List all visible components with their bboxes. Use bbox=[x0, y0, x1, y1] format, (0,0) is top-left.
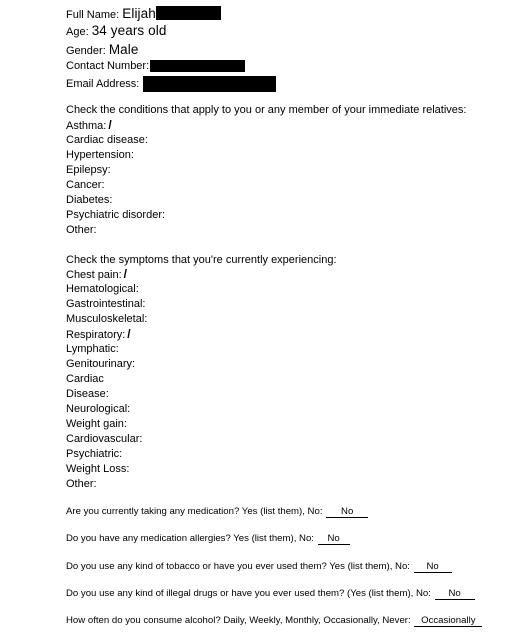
symptom-item bbox=[66, 268, 127, 282]
symptom-label: Gastrointestinal: bbox=[66, 298, 146, 310]
symptom-label: Weight Loss: bbox=[66, 463, 130, 475]
gender-row bbox=[66, 43, 138, 58]
conditions-prompt: Check the conditions that apply to you or any member of your immediate relatives: bbox=[66, 104, 467, 116]
question-text: Are you currently taking any medication? Yes (list them), No: bbox=[66, 506, 326, 517]
symptom-item bbox=[66, 298, 145, 311]
condition-label: Other: bbox=[66, 224, 97, 236]
full-name-label: Full Name: bbox=[66, 9, 120, 21]
condition-item bbox=[66, 134, 148, 147]
answer-field: No bbox=[435, 588, 475, 600]
condition-label: Psychiatric disorder: bbox=[66, 209, 166, 221]
question-drugs bbox=[66, 588, 475, 600]
symptoms-prompt: Check the symptoms that you're currently experiencing: bbox=[66, 254, 337, 266]
symptom-item bbox=[66, 403, 130, 416]
symptom-item bbox=[66, 313, 147, 326]
full-name-row bbox=[66, 6, 221, 22]
symptom-label: Chest pain: bbox=[66, 269, 122, 281]
symptom-label: Neurological: bbox=[66, 403, 131, 415]
contact-label: Contact Number: bbox=[66, 60, 150, 72]
symptom-item bbox=[66, 418, 127, 431]
symptom-label: Hematological: bbox=[66, 283, 139, 295]
symptom-label: Lymphatic: bbox=[66, 343, 119, 355]
check-mark: / bbox=[123, 267, 127, 281]
question-alcohol bbox=[66, 615, 482, 627]
check-mark: / bbox=[127, 327, 131, 341]
symptom-item bbox=[66, 448, 122, 461]
symptom-item bbox=[66, 433, 142, 446]
symptom-item bbox=[66, 478, 97, 491]
age-label: Age: bbox=[66, 26, 89, 38]
symptom-item bbox=[66, 358, 135, 371]
condition-item bbox=[66, 224, 97, 237]
question-text: Do you use any kind of illegal drugs or have you ever used them? (Yes (list them), No: bbox=[66, 588, 434, 599]
symptom-item bbox=[66, 388, 109, 401]
symptom-label: Genitourinary: bbox=[66, 358, 136, 370]
question-medication bbox=[66, 506, 368, 518]
answer-field: Occasionally bbox=[414, 615, 482, 627]
answer-field: No bbox=[318, 533, 350, 545]
gender-value: Male bbox=[108, 42, 139, 57]
question-text: How often do you consume alcohol? Daily, Weekly, Monthly, Occasionally, Never: bbox=[66, 615, 414, 626]
answer-field: No bbox=[414, 561, 452, 573]
symptom-label: Psychiatric: bbox=[66, 448, 123, 460]
age-row bbox=[66, 24, 166, 39]
symptom-item bbox=[66, 343, 119, 356]
symptom-item bbox=[66, 373, 104, 386]
redacted-surname bbox=[156, 6, 221, 20]
gender-label: Gender: bbox=[66, 45, 106, 57]
email-label: Email Address: bbox=[66, 78, 140, 90]
question-text: Do you have any medication allergies? Yes (list them), No: bbox=[66, 533, 317, 544]
condition-label: Asthma: bbox=[66, 120, 107, 132]
condition-item bbox=[66, 209, 165, 222]
email-row bbox=[66, 76, 276, 92]
symptom-label: Musculoskeletal: bbox=[66, 313, 148, 325]
symptom-label: Cardiac bbox=[66, 373, 104, 385]
symptom-label: Respiratory: bbox=[66, 329, 126, 341]
condition-label: Cancer: bbox=[66, 179, 105, 191]
symptom-item bbox=[66, 463, 129, 476]
symptom-item bbox=[66, 283, 139, 296]
condition-label: Cardiac disease: bbox=[66, 134, 148, 146]
condition-item bbox=[66, 179, 105, 192]
symptom-label: Other: bbox=[66, 478, 97, 490]
condition-label: Epilepsy: bbox=[66, 164, 111, 176]
condition-item bbox=[66, 119, 112, 133]
full-name-value: Elijah bbox=[122, 6, 156, 21]
symptom-item bbox=[66, 328, 131, 342]
condition-item bbox=[66, 194, 112, 207]
symptom-label: Disease: bbox=[66, 388, 109, 400]
redacted-email bbox=[143, 76, 276, 92]
question-text: Do you use any kind of tobacco or have you ever used them? Yes (list them), No: bbox=[66, 561, 413, 572]
age-value: 34 years old bbox=[91, 23, 167, 38]
contact-row bbox=[66, 60, 245, 73]
condition-item bbox=[66, 149, 134, 162]
question-allergies bbox=[66, 533, 350, 545]
condition-label: Hypertension: bbox=[66, 149, 134, 161]
condition-label: Diabetes: bbox=[66, 194, 113, 206]
symptom-label: Cardiovascular: bbox=[66, 433, 143, 445]
question-tobacco bbox=[66, 561, 452, 573]
redacted-contact-number bbox=[150, 60, 245, 72]
answer-field: No bbox=[326, 506, 368, 518]
condition-item bbox=[66, 164, 111, 177]
symptom-label: Weight gain: bbox=[66, 418, 127, 430]
check-mark: / bbox=[108, 118, 112, 132]
